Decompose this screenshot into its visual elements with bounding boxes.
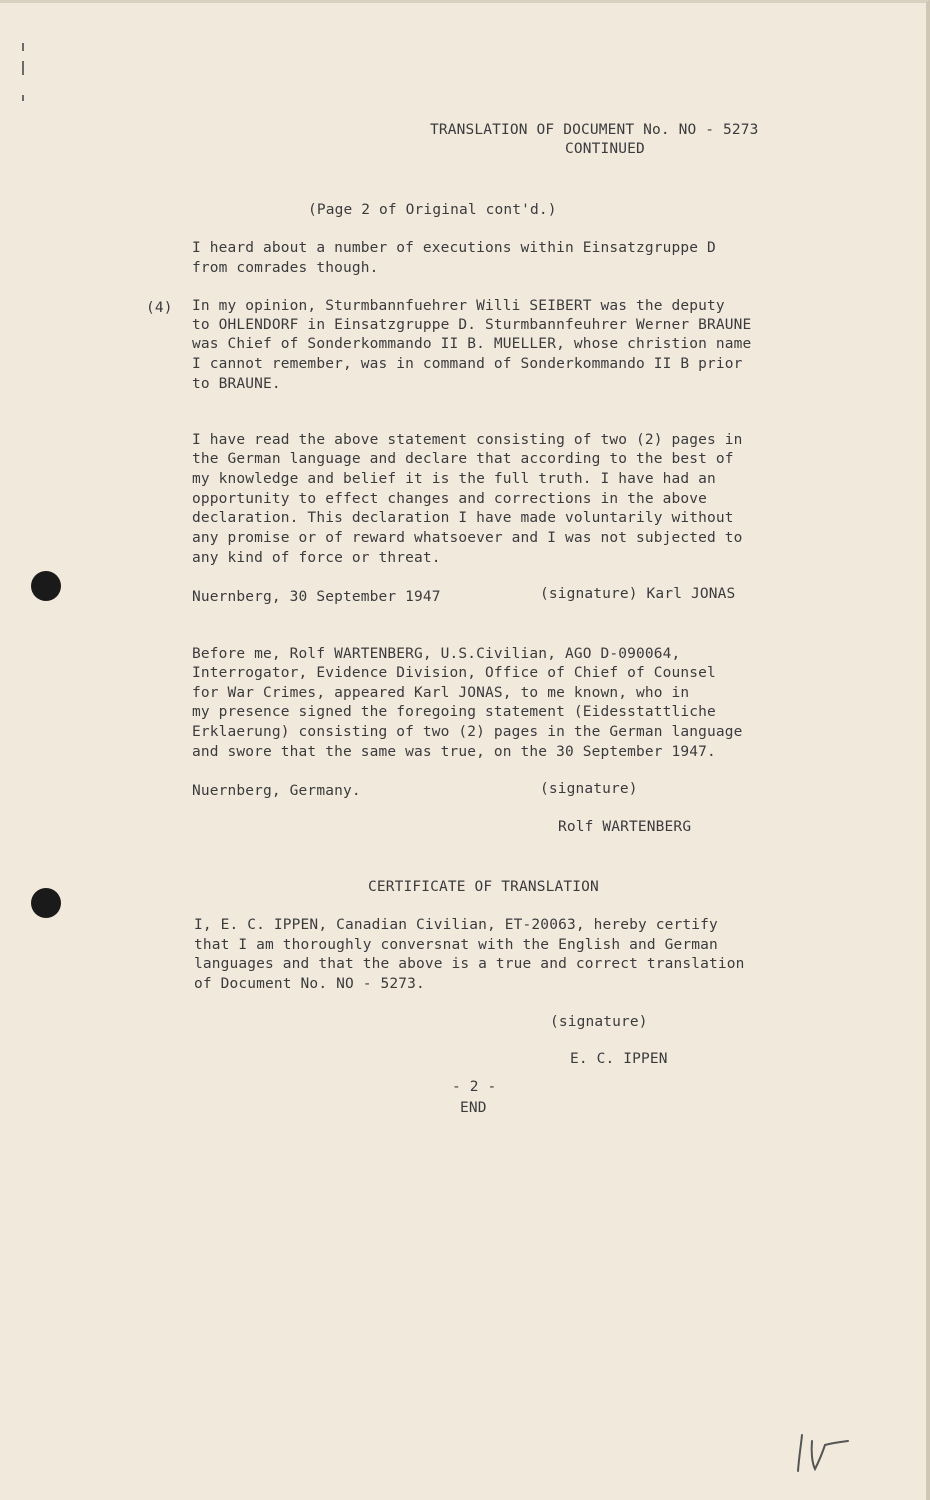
before-me-line: my presence signed the foregoing statement (Eidesstattliche: [192, 704, 716, 720]
certificate-line: that I am thoroughly conversnat with the English and German: [194, 937, 718, 953]
signing-place-date: Nuernberg, 30 September 1947: [192, 589, 441, 605]
certificate-line: of Document No. NO - 5273.: [194, 976, 425, 992]
before-me-line: Interrogator, Evidence Division, Office of Chief of Counsel: [192, 665, 716, 681]
signing-place: Nuernberg, Germany.: [192, 783, 361, 799]
wartenberg-signer: Rolf WARTENBERG: [558, 819, 692, 835]
jonas-signature: (signature) Karl JONAS: [540, 586, 736, 602]
end-marker: END: [460, 1100, 487, 1116]
before-me-line: Before me, Rolf WARTENBERG, U.S.Civilian, AGO D-090064,: [192, 646, 681, 662]
declaration-line: the German language and declare that according to the best of: [192, 451, 734, 467]
margin-mark: [22, 95, 24, 101]
certificate-title: CERTIFICATE OF TRANSLATION: [368, 879, 599, 895]
paragraph-number: (4): [146, 300, 173, 316]
declaration-line: any kind of force or threat.: [192, 550, 441, 566]
ippen-signer: E. C. IPPEN: [570, 1051, 668, 1067]
page-number: - 2 -: [452, 1079, 497, 1095]
page-reference: (Page 2 of Original cont'd.): [308, 202, 557, 218]
margin-mark: [22, 61, 24, 75]
document-title: TRANSLATION OF DOCUMENT No. NO - 5273: [430, 122, 759, 138]
before-me-line: for War Crimes, appeared Karl JONAS, to me known, who in: [192, 685, 690, 701]
executions-line: from comrades though.: [192, 260, 379, 276]
margin-mark: [22, 43, 24, 51]
punch-hole: [31, 888, 61, 918]
paragraph-4-line: In my opinion, Sturmbannfuehrer Willi SEIBERT was the deputy: [192, 298, 725, 314]
before-me-line: and swore that the same was true, on the 30 September 1947.: [192, 744, 716, 760]
certificate-signature-label: (signature): [550, 1014, 648, 1030]
certificate-line: I, E. C. IPPEN, Canadian Civilian, ET-20063, hereby certify: [194, 917, 718, 933]
document-subtitle: CONTINUED: [565, 141, 645, 157]
paragraph-4-line: to OHLENDORF in Einsatzgruppe D. Sturmbannfeuhrer Werner BRAUNE: [192, 317, 752, 333]
certificate-line: languages and that the above is a true and correct translation: [194, 956, 745, 972]
declaration-line: my knowledge and belief it is the full truth. I have had an: [192, 471, 716, 487]
declaration-line: declaration. This declaration I have made voluntarily without: [192, 510, 734, 526]
declaration-line: opportunity to effect changes and corrections in the above: [192, 491, 708, 507]
signature-label: (signature): [540, 781, 638, 797]
paragraph-4-line: to BRAUNE.: [192, 376, 281, 392]
handwritten-page-mark: [792, 1431, 856, 1475]
declaration-line: any promise or of reward whatsoever and I was not subjected to: [192, 530, 743, 546]
before-me-line: Erklaerung) consisting of two (2) pages in the German language: [192, 724, 743, 740]
paragraph-4-line: was Chief of Sonderkommando II B. MUELLER, whose christion name: [192, 336, 752, 352]
paragraph-4-line: I cannot remember, was in command of Sonderkommando II B prior: [192, 356, 743, 372]
punch-hole: [31, 571, 61, 601]
declaration-line: I have read the above statement consisting of two (2) pages in: [192, 432, 743, 448]
executions-line: I heard about a number of executions within Einsatzgruppe D: [192, 240, 716, 256]
